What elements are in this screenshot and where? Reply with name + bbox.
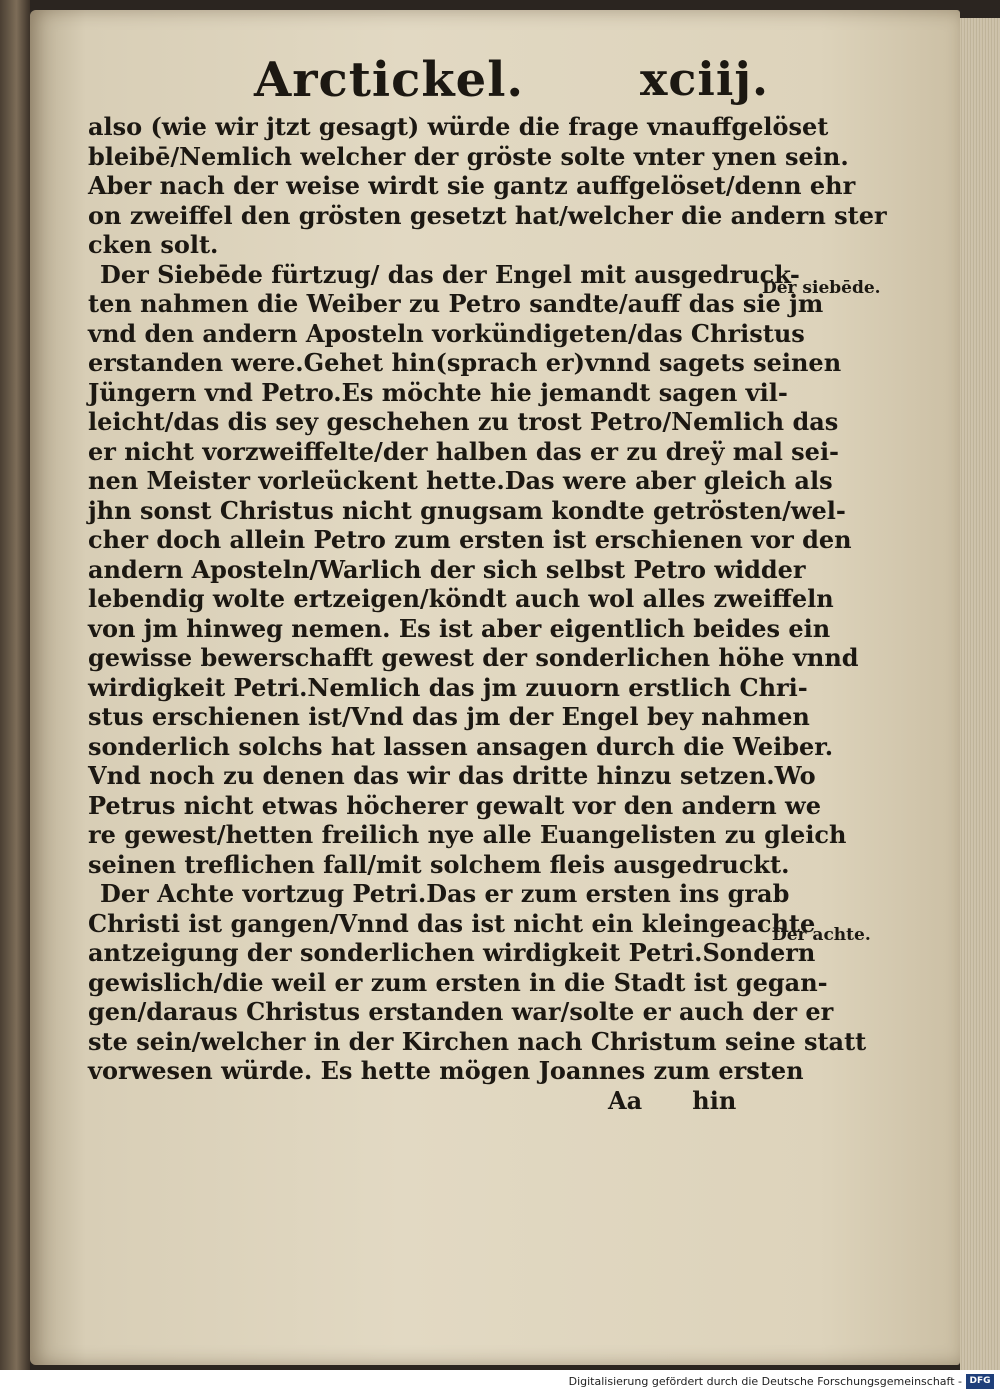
text-line: Der Siebēde fürtzug/ das der Engel mit ausgedruck-	[100, 259, 800, 289]
text-line: vorwesen würde. Es hette mögen Joannes zum ersten	[88, 1056, 804, 1085]
text-line: ste sein/welcher in der Kirchen nach Christum seine statt	[88, 1026, 867, 1056]
text-line: er nicht vorzweiffelte/der halben das er zu dreÿ mal sei-	[88, 436, 840, 466]
facing-page-edge	[0, 0, 30, 1370]
text-line: cken solt.	[88, 230, 219, 259]
running-head-title: Arctickel.	[254, 52, 525, 108]
text-line: ten nahmen die Weiber zu Petro sandte/auff das sie jm	[88, 289, 824, 318]
body-text	[88, 112, 887, 1115]
text-line: Der Achte vortzug Petri.Das er zum ersten ins grab	[100, 879, 790, 908]
text-line: nen Meister vorleückent hette.Das were aber gleich als	[88, 466, 833, 495]
text-line: Aber nach der weise wirdt sie gantz auffgelöset/denn ehr	[88, 171, 856, 200]
text-line: Petrus nicht etwas höcherer gewalt vor den andern we	[88, 790, 821, 820]
digitization-footer	[0, 1370, 1000, 1395]
catchword-line: Aa hin	[608, 1085, 737, 1115]
text-line: seinen treflichen fall/mit solchem fleis ausgedruckt.	[88, 849, 790, 879]
page-block-edge	[960, 18, 1000, 1370]
marginal-note-eighth: Der achte.	[772, 925, 871, 945]
text-line: gen/daraus Christus erstanden war/solte er auch der er	[88, 997, 834, 1026]
text-line: re gewest/hetten freilich nye alle Euangelisten zu gleich	[88, 820, 847, 849]
text-line: lebendig wolte ertzeigen/köndt auch wol alles zweiffeln	[88, 584, 834, 613]
marginal-note-seventh: Der siebēde.	[762, 278, 881, 298]
footer-credit: Digitalisierung gefördert durch die Deutsche Forschungsgemeinschaft -	[568, 1375, 962, 1388]
text-line: jhn sonst Christus nicht gnugsam kondte getrösten/wel-	[88, 495, 846, 525]
text-line: bleibē/Nemlich welcher der gröste solte vnter ynen sein.	[88, 141, 849, 171]
text-line: Jüngern vnd Petro.Es möchte hie jemandt sagen vil-	[88, 377, 788, 407]
text-line: erstanden were.Gehet hin(sprach er)vnnd sagets seinen	[88, 348, 842, 377]
text-line: sonderlich solchs hat lassen ansagen durch die Weiber.	[88, 731, 834, 761]
text-line: also (wie wir jtzt gesagt) würde die frage vnauffgelöset	[88, 112, 829, 141]
text-line: antzeigung der sonderlichen wirdigkeit Petri.Sondern	[88, 938, 816, 967]
text-line: andern Aposteln/Warlich der sich selbst Petro widder	[88, 554, 806, 584]
text-line: vnd den andern Aposteln vorkündigeten/das Christus	[88, 318, 805, 348]
text-line: gewislich/die weil er zum ersten in die Stadt ist gegan-	[88, 967, 828, 997]
folio-number: xciij.	[640, 52, 770, 106]
dfg-logo-icon: DFG	[966, 1374, 994, 1389]
text-line: gewisse bewerschafft gewest der sonderlichen höhe vnnd	[88, 643, 859, 672]
text-line: leicht/das dis sey geschehen zu trost Petro/Nemlich das	[88, 407, 839, 436]
text-line: Christi ist gangen/Vnnd das ist nicht ein kleingeachte	[88, 908, 816, 938]
text-line: Vnd noch zu denen das wir das dritte hinzu setzen.Wo	[88, 761, 816, 790]
text-line: von jm hinweg nemen. Es ist aber eigentlich beides ein	[88, 613, 831, 643]
text-line: wirdigkeit Petri.Nemlich das jm zuuorn erstlich Chri-	[88, 672, 808, 702]
text-line: on zweiffel den grösten gesetzt hat/welcher die andern ster	[88, 200, 887, 230]
text-line: stus erschienen ist/Vnd das jm der Engel bey nahmen	[88, 702, 810, 731]
text-line: cher doch allein Petro zum ersten ist erschienen vor den	[88, 525, 852, 554]
